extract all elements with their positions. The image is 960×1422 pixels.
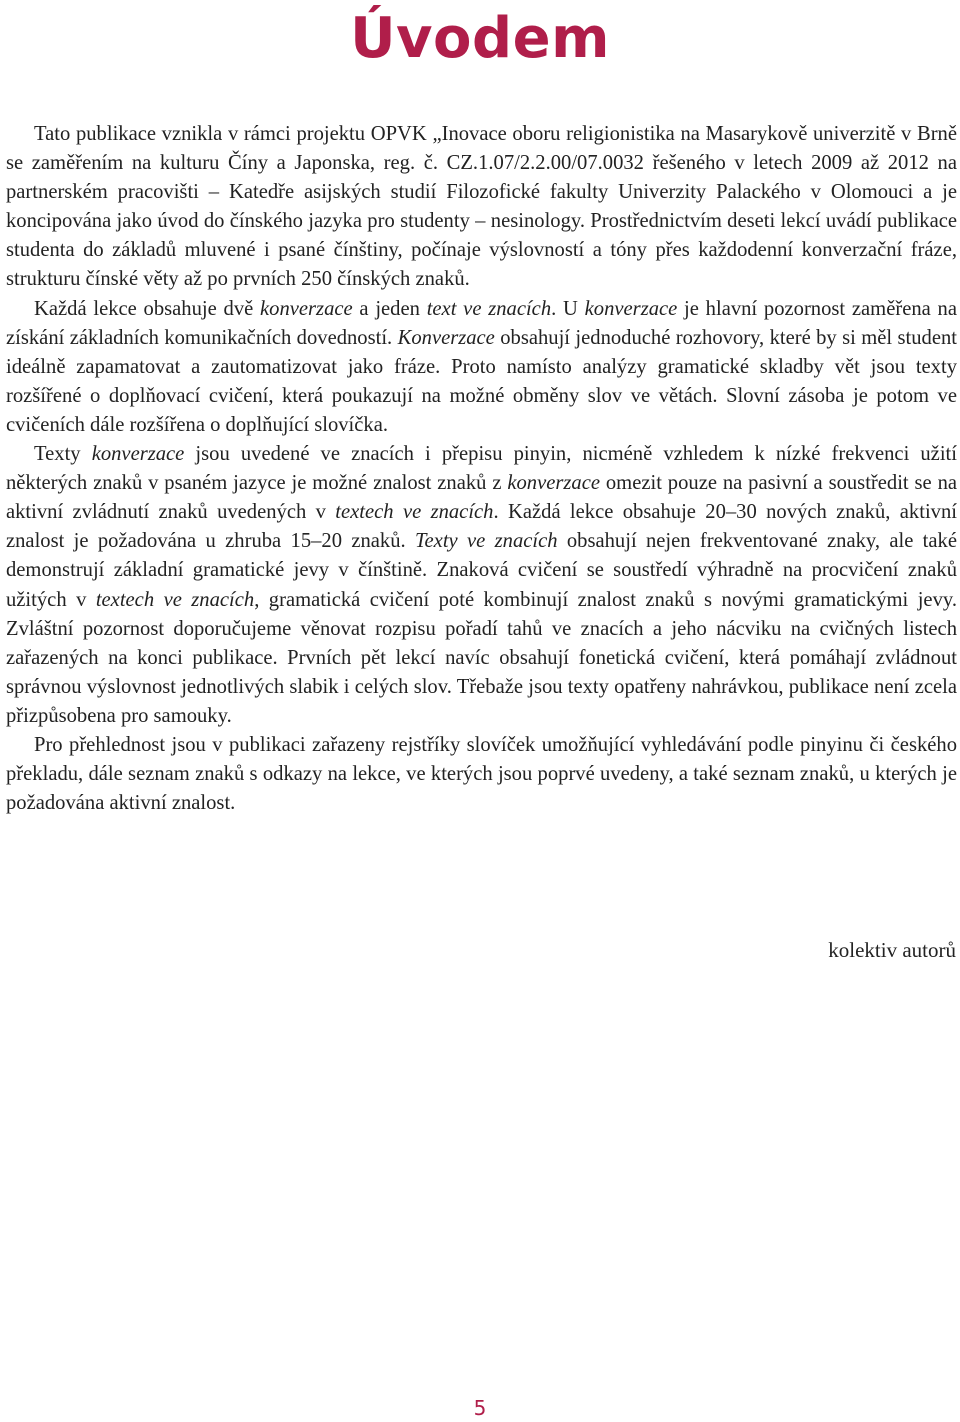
page-title: Úvodem: [350, 6, 610, 71]
text-run: Pro přehlednost jsou v publikaci zařazeny rejstříky slovíček umožňující vyhledávání podle pinyinu či českého překladu, dále seznam znaků s odkazy na lekce, ve kterých jsou poprvé uvedeny, a také seznam znaků, u kterých je požadována aktivní znalost.: [6, 733, 957, 815]
signature: kolektiv autorů: [828, 938, 956, 962]
text-run: . U: [551, 297, 585, 320]
italic-run: konverzace: [507, 472, 600, 495]
text-run: . Každá lekce obsahuje 20–30 nových znaků, aktivní znalost je požadována u zhruba 15–20 znaků.: [6, 501, 957, 553]
italic-run: konverzace: [91, 443, 185, 466]
text-run: omezit pouze na pasivní a soustředit se na aktivní zvládnutí znaků uvedených v: [6, 472, 958, 524]
italic-run: textech ve znacích: [335, 501, 494, 524]
paragraph: [6, 295, 957, 440]
italic-run: konverzace: [584, 297, 678, 320]
text-run: obsahují nejen frekventované znaky, ale také demonstrují základní gramatické jevy v čínštině. Znaková cvičení se soustředí výhradně na procvičení znaků užitých v: [6, 530, 957, 611]
text-run: Každá lekce obsahuje dvě: [34, 297, 261, 320]
italic-run: Konverzace: [397, 326, 495, 349]
text-run: , gramatická cvičení poté kombinují znalost znaků s novými gramatickými jevy. Zvláštní pozornost doporučujeme věnovat rozpisu pořadí tahů ve znacích a jeho nácviku na cvičných listech zařazených na konci publikace. Prvních pět lekcí navíc obsahují fonetická cvičení, která pomáhají zvládnout správnou výslovnost jednotlivých slabik i celých slov. Třebaže jsou texty opatřeny nahrávkou, publikace není zcela přizpůsobena pro samouky.: [6, 588, 957, 727]
text-run: a jeden: [352, 297, 427, 320]
italic-run: Texty ve znacích: [414, 530, 558, 553]
paragraph: [6, 731, 957, 818]
text-run: Tato publikace vznikla v rámci projektu OPVK „Inovace oboru religionistika na Masarykově univerzitě v Brně se zaměřením na kulturu Číny a Japonska, reg. č. CZ.1.07/2.2.00/07.0032 řešeného v letech 2009 až 2012 na partnerském pracovišti – Katedře asijských studií Filozofické fakulty Univerzity Palackého v Olomouci a je koncipována jako úvod do čínského jazyka pro studenty – nesinology. Prostřednictvím deseti lekcí uvádí publikace studenta do základů mluvené i psané čínštiny, počínaje výslovností a tóny přes každodenní konverzační fráze, strukturu čínské věty až po prvních 250 čínských znaků.: [6, 123, 957, 291]
text-run: jsou uvedené ve znacích i přepisu pinyin, nicméně vzhledem k nízké frekvenci užití některých znaků v psaném jazyce je možné znalost znaků z: [6, 443, 957, 495]
paragraph: [6, 440, 957, 731]
paragraph: [6, 120, 957, 295]
page-number: 5: [473, 1396, 487, 1420]
body-text: [6, 120, 957, 818]
italic-run: konverzace: [260, 297, 353, 320]
italic-run: text ve znacích: [426, 297, 552, 320]
text-run: je hlavní pozornost zaměřena na získání základních komunikačních dovedností.: [6, 297, 957, 349]
text-run: obsahují jednoduché rozhovory, které by si měl student ideálně zapamatovat a zautomatizovat jako fráze. Proto namísto analýzy gramatické skladby vět jsou texty rozšířené o doplňovací cvičení, která poukazují na možné obměny slov ve větách. Slovní zásoba je potom ve cvičeních dále rozšířena o doplňující slovíčka.: [6, 326, 958, 436]
italic-run: textech ve znacích: [95, 588, 255, 611]
text-run: Texty: [34, 443, 92, 466]
